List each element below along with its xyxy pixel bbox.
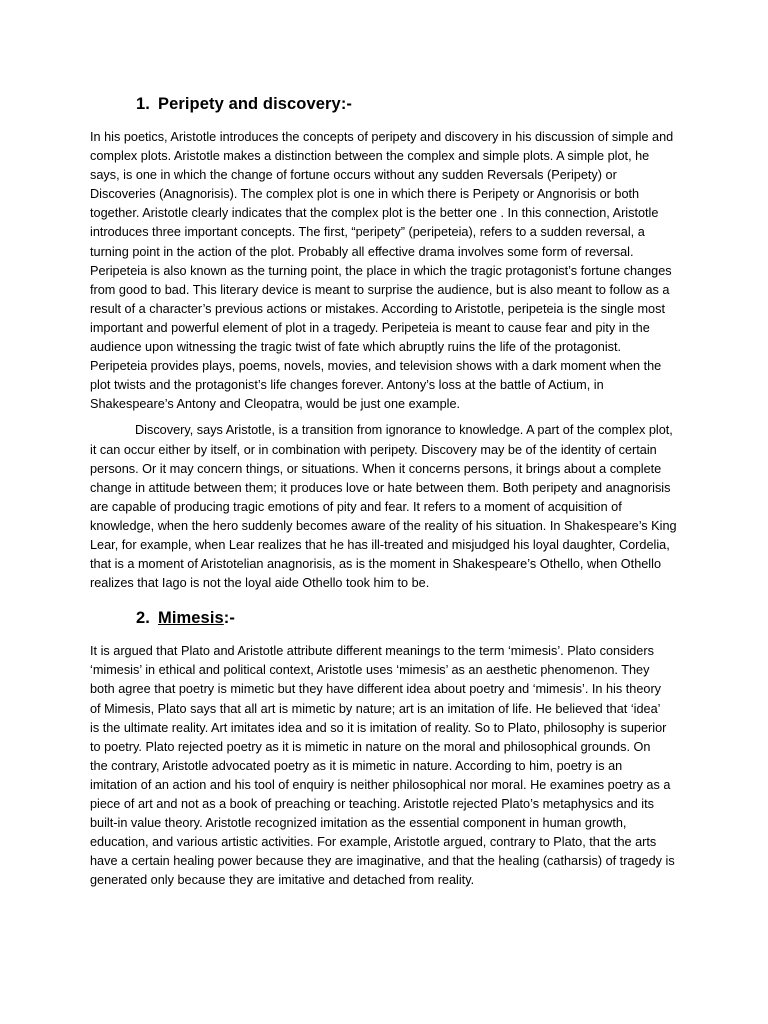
text-line: of Mimesis, Plato says that all art is mimetic by nature; art is an imitation of life. He believed that ‘idea’ — [90, 701, 661, 716]
text-line: that is a moment of Aristotelian anagnorisis, as is the moment in Shakespeare’s Othello, when Othello — [90, 557, 662, 572]
text-line: It is argued that Plato and Aristotle attribute different meanings to the term ‘mimesis’. Plato considers — [90, 644, 654, 659]
paragraph-gap — [90, 414, 688, 421]
text-line: are capable of producing tragic emotions of pity and fear. It refers to a moment of acquisition of — [90, 499, 622, 514]
text-line: the contrary, Aristotle advocated poetry as it is mimetic in nature. According to him, poetry is an — [90, 758, 623, 773]
text-line: Discoveries (Anagnorisis). The complex plot is one in which there is Peripety or Angnorisis or both — [90, 187, 640, 202]
text-line: both agree that poetry is mimetic but they have different idea about poetry and ‘mimesis’. In his theory — [90, 682, 662, 697]
text-line: important and powerful element of plot in a tragedy. Peripeteia is meant to cause fear and pity in the — [90, 320, 650, 335]
text-line: ‘mimesis’ in ethical and political context, Aristotle uses ‘mimesis’ as an aesthetic phenomenon. They — [90, 663, 650, 678]
section-number: 1. — [136, 95, 150, 113]
paragraph-mimesis — [90, 642, 688, 890]
text-line: Lear, for example, when Lear realizes that he has ill-treated and misjudged his loyal daughter, Cordelia, — [90, 537, 670, 552]
text-line: persons. Or it may concern things, or situations. When it concerns persons, it brings about a complete — [90, 461, 662, 476]
text-line: education, and various artistic activities. For example, Aristotle argued, contrary to Plato, that the arts — [90, 835, 657, 850]
text-line: generated only because they are imitative and detached from reality. — [90, 873, 475, 888]
text-line: together. Aristotle clearly indicates that the complex plot is the better one . In this connection, Aristotle — [90, 206, 659, 221]
text-line: Peripeteia provides plays, poems, novels, movies, and television shows with a dark moment when the — [90, 359, 662, 374]
text-line: Shakespeare’s Antony and Cleopatra, would be just one example. — [90, 397, 461, 412]
text-line: piece of art and not as a book of preaching or teaching. Aristotle rejected Plato’s metaphysics and its — [90, 797, 654, 811]
text-line: it can occur either by itself, or in combination with peripety. Discovery may be of the identity of certain — [90, 442, 657, 457]
text-line: is the ultimate reality. Art imitates idea and so it is imitation of reality. So to Plato, philosophy is superior — [90, 720, 667, 735]
text-line: knowledge, when the hero suddenly becomes aware of the reality of his situation. In Shakespeare’s King — [90, 518, 677, 533]
text-line: have a certain healing power because they are imaginative, and that the healing (catharsis) of tragedy is — [90, 854, 675, 869]
text-line: from good to bad. This literary device is meant to surprise the audience, but is also meant to follow as a — [90, 282, 670, 297]
text-line: Peripeteia is also known as the turning point, the place in which the tragic protagonist’s fortune changes — [90, 263, 672, 278]
text-line: plot twists and the protagonist’s life changes forever. Antony’s loss at the battle of Actium, in — [90, 378, 604, 393]
text-line: to poetry. Plato rejected poetry as it is mimetic in nature on the moral and philosophical grounds. On — [90, 739, 651, 754]
section-number: 2. — [136, 609, 150, 628]
text-line: In his poetics, Aristotle introduces the concepts of peripety and discovery in his discussion of simple and — [90, 130, 674, 144]
text-line: result of a character’s previous actions or mistakes. According to Aristotle, peripeteia is the single most — [90, 301, 665, 316]
text-line: Discovery, says Aristotle, is a transition from ignorance to knowledge. A part of the complex plot, — [135, 423, 673, 438]
text-line: built-in value theory. Aristotle recognized imitation as the essential component in human growth, — [90, 816, 627, 831]
section-title-underlined: Mimesis — [157, 609, 224, 628]
paragraph-discovery — [90, 421, 688, 593]
section-title: Peripety and discovery:- — [157, 95, 353, 113]
paragraph-peripety — [90, 128, 688, 414]
text-line: realizes that Iago is not the loyal aide Othello took him to be. — [90, 576, 430, 591]
text-line: says, is one in which the change of fortune occurs without any sudden Reversals (Peripety) or — [90, 168, 617, 183]
text-line: imitation of an action and his tool of enquiry is neither philosophical nor moral. He examines poetry as a — [90, 777, 671, 792]
text-line: complex plots. Aristotle makes a distinction between the complex and simple plots. A simple plot, he — [90, 149, 650, 164]
text-line: audience upon witnessing the tragic twist of fate which abruptly ruins the life of the protagonist. — [90, 340, 622, 355]
section-heading-peripety — [136, 95, 688, 114]
section-heading-mimesis — [136, 609, 688, 628]
section-title-suffix: :- — [223, 609, 235, 628]
text-line: change in attitude between them; it produces love or hate between them. Both peripety and anagnorisis — [90, 480, 671, 495]
text-line: introduces three important concepts. The first, “peripety” (peripeteia), refers to a sudden reversal, a — [90, 225, 645, 240]
text-line: turning point in the action of the plot. Probably all effective drama involves some form of reversal. — [90, 244, 634, 259]
